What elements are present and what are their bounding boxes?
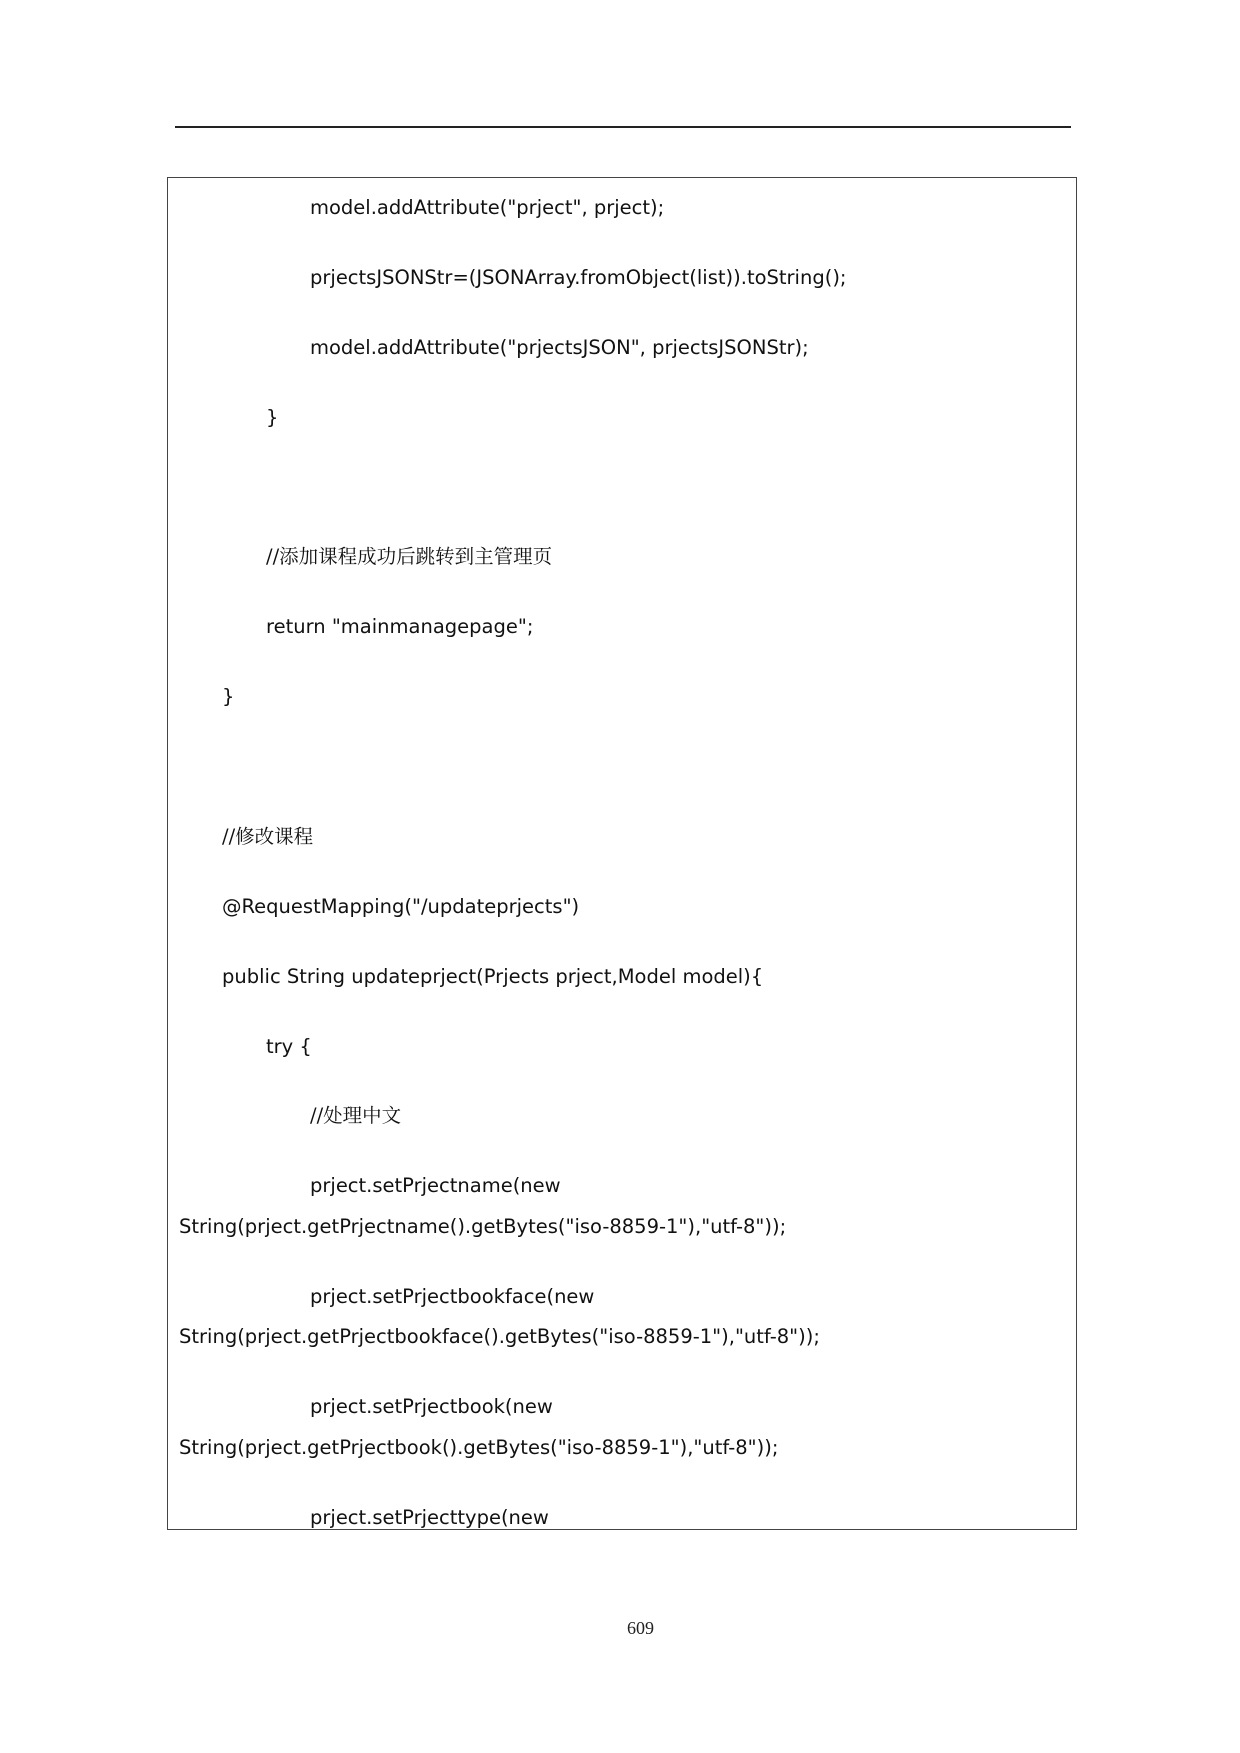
- code-line: public String updateprject(Prjects prject,Model model){: [222, 965, 764, 988]
- code-line: prject.setPrjecttype(new: [310, 1506, 549, 1529]
- code-line: model.addAttribute("prjectsJSON", prjectsJSONStr);: [310, 336, 809, 359]
- code-line: @RequestMapping("/updateprjects"): [222, 895, 580, 918]
- code-line: String(prject.getPrjectbookface().getBytes("iso-8859-1"),"utf-8"));: [179, 1325, 820, 1348]
- code-listing-box: [167, 177, 1077, 1530]
- code-line: prject.setPrjectname(new: [310, 1174, 561, 1197]
- code-line: }: [222, 685, 235, 708]
- code-comment-line: //处理中文: [310, 1104, 402, 1127]
- code-comment-line: //修改课程: [222, 825, 314, 848]
- page-number: 609: [627, 1618, 654, 1638]
- code-line: return "mainmanagepage";: [266, 615, 534, 638]
- header-rule: [175, 126, 1071, 128]
- code-line: String(prject.getPrjectbook().getBytes("iso-8859-1"),"utf-8"));: [179, 1436, 779, 1459]
- code-line: prjectsJSONStr=(JSONArray.fromObject(list)).toString();: [310, 266, 847, 289]
- code-comment-line: //添加课程成功后跳转到主管理页: [266, 545, 553, 568]
- code-line: prject.setPrjectbookface(new: [310, 1285, 595, 1308]
- code-line: try {: [266, 1035, 312, 1058]
- code-line: }: [266, 406, 279, 429]
- code-line: String(prject.getPrjectname().getBytes("iso-8859-1"),"utf-8"));: [179, 1215, 787, 1238]
- code-line: model.addAttribute("prject", prject);: [310, 196, 665, 219]
- code-line: prject.setPrjectbook(new: [310, 1395, 553, 1418]
